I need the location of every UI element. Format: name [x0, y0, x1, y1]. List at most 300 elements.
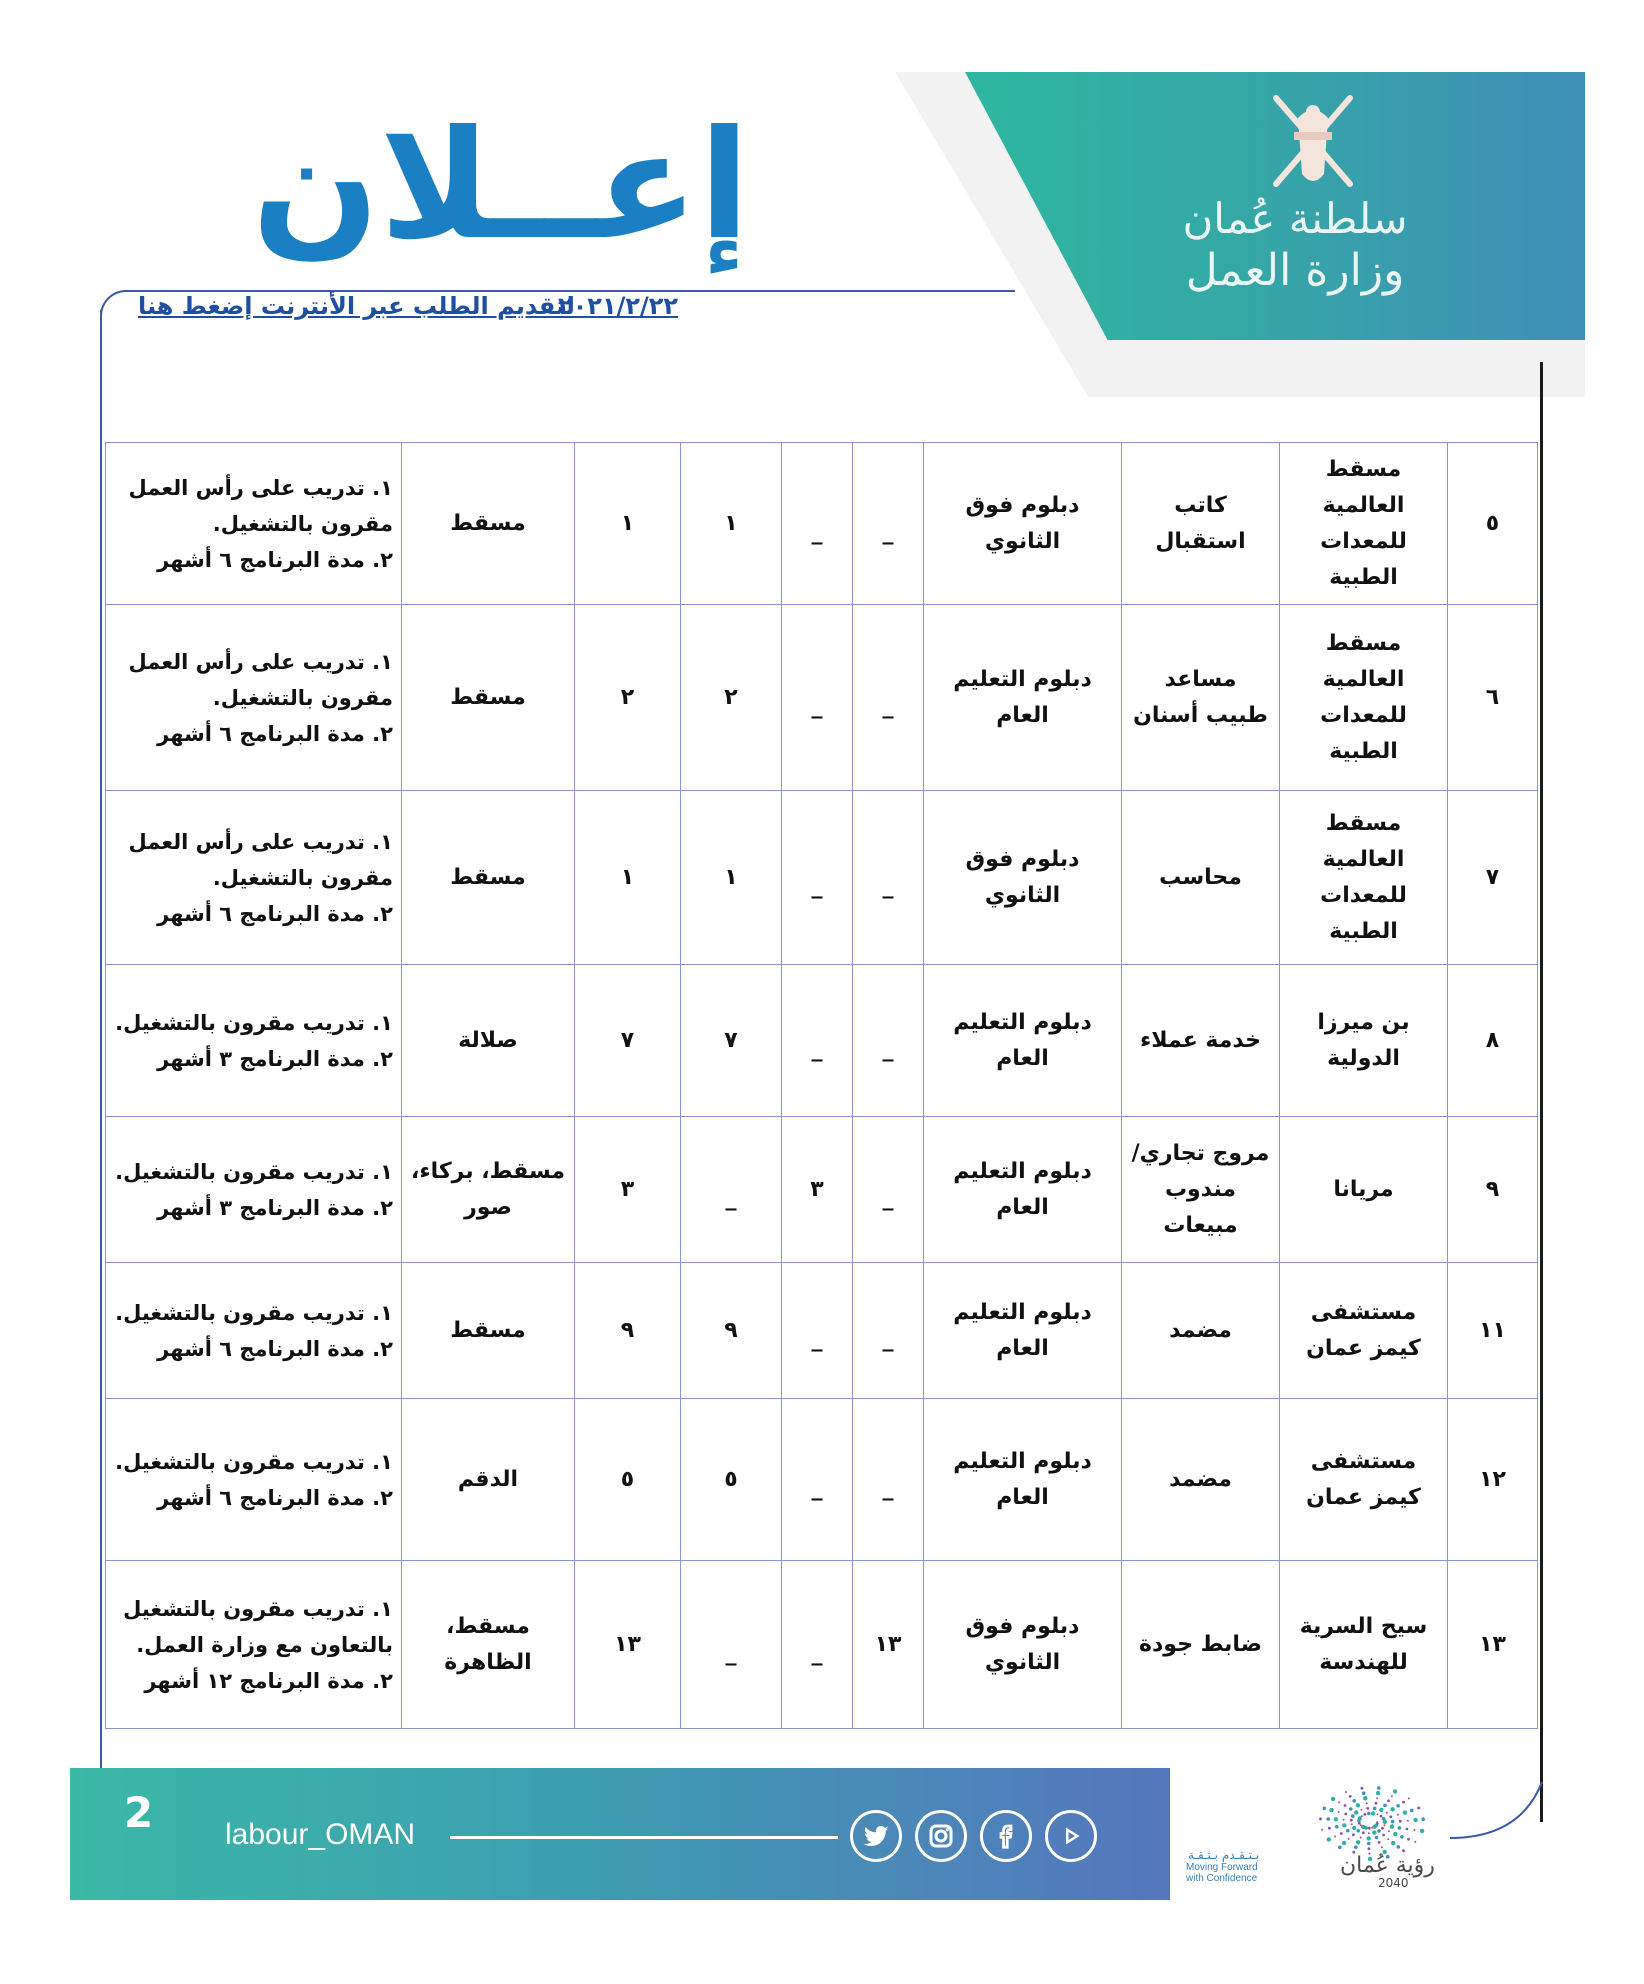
vision-year: 2040	[1378, 1876, 1409, 1890]
location-cell	[402, 443, 575, 605]
job-title-cell	[1122, 1263, 1280, 1399]
location-cell	[402, 791, 575, 965]
vision-dot	[1372, 1830, 1376, 1834]
note-line: ١. تدريب مقرون بالتشغيل.	[115, 1300, 393, 1325]
vision-dot	[1364, 1813, 1367, 1816]
vision-dot	[1335, 1825, 1339, 1829]
count-cell-text: ٥	[724, 1466, 738, 1492]
vision-dot	[1383, 1804, 1387, 1808]
row-number	[1448, 1263, 1538, 1399]
qualification-cell	[924, 965, 1122, 1117]
count-cell-text: _	[811, 873, 823, 899]
total-cell-text: ١	[620, 864, 635, 890]
table-row	[106, 1561, 1538, 1729]
count-cell-text: ١	[724, 864, 738, 890]
count-cell	[681, 1117, 782, 1263]
ministry-line1: سلطنة عُمان	[1182, 194, 1408, 243]
count-cell	[681, 1399, 782, 1561]
job-title-cell-text: ضابط جودة	[1139, 1631, 1262, 1657]
vision-dot	[1402, 1849, 1405, 1852]
vision-tagline-ar: بـتـقـدم بـثـقـة	[1188, 1848, 1260, 1862]
count-cell-text: _	[882, 1475, 894, 1501]
vision-dot	[1367, 1836, 1371, 1840]
total-cell-text: ١٣	[614, 1631, 641, 1657]
count-cell	[782, 605, 853, 791]
count-cell-text: _	[882, 693, 894, 719]
vision-dot	[1361, 1787, 1364, 1790]
row-number	[1448, 1399, 1538, 1561]
page-title: إعــلان	[251, 99, 750, 273]
jobs-table	[105, 442, 1538, 1729]
note-line: ٢. مدة البرنامج ٦ أشهر	[157, 547, 393, 572]
table-row	[106, 1263, 1538, 1399]
job-title-cell	[1122, 605, 1280, 791]
total-cell	[575, 605, 681, 791]
vision-dot	[1398, 1826, 1402, 1830]
announcement-date: ٢٠٢١/٢/٢٢	[558, 292, 679, 320]
job-title-cell-text: مضمد	[1169, 1466, 1232, 1492]
job-title-cell	[1122, 443, 1280, 605]
company-cell	[1280, 1561, 1448, 1729]
note-line: ١. تدريب على رأس العمل مقرون بالتشغيل.	[128, 649, 393, 710]
vision-dot	[1375, 1802, 1378, 1805]
vision-dot	[1413, 1818, 1417, 1822]
vision-dot	[1407, 1820, 1409, 1822]
vision-dot	[1334, 1836, 1336, 1838]
note-line: ١. تدريب على رأس العمل مقرون بالتشغيل.	[128, 475, 393, 536]
company-cell	[1280, 443, 1448, 605]
job-title-cell	[1122, 791, 1280, 965]
vision-dot	[1352, 1799, 1356, 1803]
social-handle: labour_OMAN	[225, 1818, 416, 1851]
notes-cell	[106, 605, 402, 791]
vision-dot	[1367, 1812, 1371, 1816]
total-cell-text: ٥	[620, 1466, 635, 1492]
vision-dot	[1399, 1820, 1402, 1823]
vision-dot	[1387, 1799, 1390, 1802]
vision-dot	[1377, 1829, 1381, 1833]
ministry-line2: وزارة العمل	[1185, 245, 1405, 296]
total-cell	[575, 791, 681, 965]
count-cell	[782, 965, 853, 1117]
row-number-text: ١٢	[1479, 1466, 1506, 1492]
company-cell	[1280, 1117, 1448, 1263]
vision-dot	[1379, 1808, 1383, 1812]
company-cell-text: مستشفى كيمز عمان	[1306, 1299, 1421, 1361]
page-number: 2	[124, 1788, 154, 1837]
qualification-cell-text: دبلوم التعليم العام	[953, 1158, 1092, 1220]
row-number-text: ٦	[1485, 684, 1500, 710]
count-cell	[782, 791, 853, 965]
count-cell	[853, 1399, 924, 1561]
note-line: ١. تدريب مقرون بالتشغيل.	[115, 1159, 393, 1184]
row-number-text: ٨	[1485, 1027, 1500, 1053]
vision-dot	[1386, 1812, 1388, 1814]
total-cell-text: ٢	[620, 684, 635, 710]
vision-dot	[1371, 1827, 1373, 1829]
vision-dot	[1342, 1823, 1346, 1827]
notes-cell	[106, 1561, 402, 1729]
location-cell	[402, 1399, 575, 1561]
count-cell-text: ١	[724, 510, 738, 536]
vision-dot	[1356, 1840, 1360, 1844]
vision-dot	[1352, 1826, 1356, 1830]
table-row	[106, 965, 1538, 1117]
row-number-text: ٩	[1485, 1176, 1500, 1202]
notes-cell	[106, 443, 402, 605]
vision-dot	[1389, 1815, 1392, 1818]
vision-dot	[1391, 1795, 1393, 1797]
vision-dot	[1414, 1841, 1416, 1843]
notes-cell	[106, 791, 402, 965]
company-cell	[1280, 1399, 1448, 1561]
table-row	[106, 1399, 1538, 1561]
company-cell	[1280, 605, 1448, 791]
vision-dot	[1340, 1832, 1343, 1835]
vision-dot	[1366, 1807, 1369, 1810]
total-cell-text: ٣	[620, 1176, 635, 1202]
count-cell-text: ٢	[724, 684, 738, 710]
company-cell	[1280, 791, 1448, 965]
vision-dot	[1381, 1846, 1383, 1848]
vision-dot	[1384, 1824, 1386, 1826]
vision-dot	[1376, 1791, 1380, 1795]
vision-dot	[1321, 1829, 1323, 1831]
note-line: ٢. مدة البرنامج ٣ أشهر	[157, 1195, 393, 1220]
count-cell	[782, 443, 853, 605]
oman-emblem-icon	[1258, 88, 1368, 200]
vision-dot	[1360, 1824, 1362, 1826]
frame-curve-bottom	[1450, 1780, 1545, 1840]
note-line: ١. تدريب مقرون بالتشغيل.	[115, 1010, 393, 1035]
vision-dot	[1356, 1829, 1360, 1833]
table-row	[106, 1117, 1538, 1263]
count-cell-text: _	[811, 1036, 823, 1062]
company-cell-text: مسقط العالمية للمعدات الطبية	[1320, 456, 1407, 590]
location-cell-text: صلالة	[458, 1027, 518, 1053]
vision-dot	[1403, 1810, 1407, 1814]
row-number	[1448, 965, 1538, 1117]
count-cell	[853, 1117, 924, 1263]
vision-dot	[1319, 1818, 1322, 1821]
count-cell-text: _	[882, 519, 894, 545]
vision-dot	[1344, 1813, 1347, 1816]
vision-dot	[1420, 1829, 1424, 1833]
vision-dot	[1391, 1820, 1395, 1824]
note-line: ٢. مدة البرنامج ٦ أشهر	[157, 721, 393, 746]
frame-line-left	[100, 310, 102, 1780]
job-title-cell-text: مروج تجاري/ مندوب مبيعات	[1131, 1140, 1270, 1238]
vision-dot	[1351, 1814, 1355, 1818]
count-cell	[782, 1263, 853, 1399]
job-title-cell	[1122, 1117, 1280, 1263]
count-cell	[782, 1399, 853, 1561]
row-number	[1448, 791, 1538, 965]
row-number	[1448, 605, 1538, 791]
location-cell-text: مسقط، الظاهرة	[444, 1613, 532, 1675]
count-cell	[853, 443, 924, 605]
vision-dot	[1344, 1804, 1347, 1807]
vision-dot	[1371, 1811, 1375, 1815]
total-cell	[575, 1399, 681, 1561]
total-cell-text: ٧	[620, 1027, 635, 1053]
frame-line-right	[1540, 362, 1543, 1822]
vision-dot	[1329, 1808, 1333, 1812]
vision-dot	[1375, 1836, 1379, 1840]
qualification-cell	[924, 1561, 1122, 1729]
vision-dot	[1351, 1823, 1353, 1825]
vision-dot	[1368, 1832, 1370, 1834]
vision-dot	[1421, 1817, 1425, 1821]
youtube-icon[interactable]	[1045, 1810, 1097, 1862]
job-title-cell-text: مساعد طبيب أسنان	[1133, 666, 1268, 728]
vision-dot	[1381, 1827, 1384, 1830]
qualification-cell-text: دبلوم فوق الثانوي	[965, 492, 1080, 554]
twitter-icon[interactable]	[850, 1810, 902, 1862]
vision-dot	[1391, 1841, 1395, 1845]
vision-dot	[1397, 1814, 1399, 1816]
qualification-cell-text: دبلوم التعليم العام	[953, 666, 1092, 728]
count-cell-text: _	[882, 873, 894, 899]
table-row	[106, 443, 1538, 605]
count-cell-text: _	[725, 1640, 737, 1666]
vision-dot	[1378, 1841, 1381, 1844]
total-cell	[575, 1561, 681, 1729]
company-cell-text: مسقط العالمية للمعدات الطبية	[1320, 810, 1407, 944]
vision-dot	[1362, 1831, 1365, 1834]
vision-dot	[1354, 1845, 1358, 1849]
vision-dot	[1417, 1807, 1420, 1810]
qualification-cell-text: دبلوم فوق الثانوي	[965, 846, 1080, 908]
count-cell-text: ٩	[724, 1317, 738, 1343]
vision-dot	[1397, 1845, 1401, 1849]
count-cell-text: ٣	[810, 1176, 824, 1202]
vision-dot	[1323, 1807, 1327, 1811]
qualification-cell	[924, 1399, 1122, 1561]
vision-dot	[1406, 1828, 1409, 1831]
note-line: ١. تدريب على رأس العمل مقرون بالتشغيل.	[128, 829, 393, 890]
row-number	[1448, 443, 1538, 605]
vision-dot	[1328, 1827, 1331, 1830]
vision-dot	[1382, 1834, 1385, 1837]
note-line: ٢. مدة البرنامج ١٢ أشهر	[144, 1668, 393, 1693]
count-cell-text: _	[811, 1640, 823, 1666]
vision-dot	[1373, 1807, 1377, 1811]
vision-tagline-en: Moving Forward with Confidence	[1186, 1862, 1258, 1884]
total-cell	[575, 965, 681, 1117]
count-cell	[681, 791, 782, 965]
vision-dot	[1390, 1824, 1394, 1828]
count-cell-text: _	[882, 1185, 894, 1211]
qualification-cell	[924, 1117, 1122, 1263]
vision-dot	[1338, 1811, 1340, 1813]
total-cell-text: ١	[620, 510, 635, 536]
location-cell	[402, 1263, 575, 1399]
location-cell-text: مسقط	[450, 684, 526, 710]
count-cell-text: _	[882, 1036, 894, 1062]
note-line: ١. تدريب مقرون بالتشغيل.	[115, 1449, 393, 1474]
job-title-cell-text: كاتب استقبال	[1155, 492, 1246, 554]
company-cell-text: مريانا	[1333, 1176, 1394, 1202]
note-line: ٢. مدة البرنامج ٦ أشهر	[157, 901, 393, 926]
qualification-cell-text: دبلوم التعليم العام	[953, 1009, 1092, 1071]
qualification-cell	[924, 605, 1122, 791]
vision-dot	[1338, 1801, 1340, 1803]
vision-dot	[1331, 1797, 1335, 1801]
vision-dot	[1350, 1819, 1353, 1822]
location-cell-text: الدقم	[457, 1466, 519, 1492]
location-cell	[402, 605, 575, 791]
vision-dot	[1348, 1838, 1350, 1840]
vision-dot	[1326, 1817, 1330, 1821]
vision-dot	[1334, 1817, 1338, 1821]
handle-divider	[450, 1836, 838, 1839]
location-cell-text: مسقط	[450, 1317, 526, 1343]
vision-dot	[1360, 1837, 1362, 1839]
table-row	[106, 791, 1538, 965]
row-number-text: ١١	[1479, 1317, 1506, 1343]
company-cell-text: بن ميرزا الدولية	[1317, 1009, 1410, 1071]
count-cell	[853, 791, 924, 965]
vision-dot	[1346, 1829, 1350, 1833]
vision-dot	[1400, 1835, 1404, 1839]
qualification-cell-text: دبلوم فوق الثانوي	[965, 1613, 1080, 1675]
notes-cell	[106, 1263, 402, 1399]
vision-dot	[1349, 1795, 1352, 1798]
vision-dot	[1383, 1820, 1387, 1824]
vision-dot	[1354, 1810, 1358, 1814]
vision-dot	[1376, 1813, 1378, 1815]
vision-dot	[1361, 1809, 1363, 1811]
company-cell-text: مستشفى كيمز عمان	[1306, 1448, 1421, 1510]
count-cell-text: _	[811, 693, 823, 719]
vision-dot	[1362, 1791, 1366, 1795]
job-title-cell	[1122, 1399, 1280, 1561]
count-cell	[681, 1263, 782, 1399]
row-number-text: ١٣	[1479, 1631, 1506, 1657]
vision-dot	[1377, 1786, 1381, 1790]
total-cell	[575, 1117, 681, 1263]
count-cell	[782, 1117, 853, 1263]
job-title-cell-text: محاسب	[1159, 864, 1242, 890]
location-cell-text: مسقط	[450, 864, 526, 890]
vision-dot	[1372, 1825, 1376, 1829]
count-cell	[853, 1263, 924, 1399]
vision-title: رؤية عُمان	[1340, 1853, 1435, 1878]
total-cell-text: ٩	[620, 1317, 635, 1343]
location-cell	[402, 1561, 575, 1729]
count-cell	[782, 1561, 853, 1729]
company-cell-text: سيح السرية للهندسة	[1299, 1613, 1428, 1675]
vision-dot	[1410, 1809, 1414, 1813]
notes-cell	[106, 1117, 402, 1263]
vision-dot	[1343, 1819, 1345, 1821]
count-cell-text: _	[882, 1326, 894, 1352]
vision-dot	[1407, 1838, 1410, 1841]
vision-dot	[1366, 1802, 1368, 1804]
vision-dot	[1380, 1815, 1383, 1818]
vision-dot	[1342, 1841, 1346, 1845]
count-cell	[681, 965, 782, 1117]
vision-dot	[1376, 1797, 1378, 1799]
vision-dot	[1408, 1797, 1410, 1799]
count-cell	[853, 965, 924, 1117]
vision-dot	[1349, 1807, 1353, 1811]
vision-dot	[1345, 1791, 1347, 1793]
qualification-cell-text: دبلوم التعليم العام	[953, 1299, 1092, 1361]
count-cell-text: _	[811, 1326, 823, 1352]
total-cell	[575, 1263, 681, 1399]
notes-cell	[106, 965, 402, 1117]
note-line: ١. تدريب مقرون بالتشغيل بالتعاون مع وزارة العمل.	[123, 1596, 393, 1657]
count-cell	[681, 605, 782, 791]
vision-dot	[1367, 1842, 1371, 1846]
vision-dot	[1368, 1847, 1371, 1850]
table-row	[106, 605, 1538, 791]
facebook-icon[interactable]	[980, 1810, 1032, 1862]
apply-online-link[interactable]: لتقديم الطلب عبر الأنترنت إضغط هنا	[138, 292, 575, 320]
count-cell	[853, 605, 924, 791]
job-title-cell-text: مضمد	[1169, 1317, 1232, 1343]
job-title-cell	[1122, 1561, 1280, 1729]
vision-dot	[1393, 1789, 1397, 1793]
location-cell	[402, 1117, 575, 1263]
row-number-text: ٧	[1485, 864, 1500, 890]
row-number	[1448, 1561, 1538, 1729]
total-cell	[575, 443, 681, 605]
row-number	[1448, 1117, 1538, 1263]
vision-dot	[1388, 1830, 1390, 1832]
note-line: ٢. مدة البرنامج ٣ أشهر	[157, 1046, 393, 1071]
count-cell	[681, 443, 782, 605]
count-cell-text: ٧	[724, 1027, 738, 1053]
count-cell-text: _	[811, 1475, 823, 1501]
vision-dot	[1387, 1838, 1389, 1840]
count-cell	[853, 1561, 924, 1729]
vision-dot	[1402, 1801, 1405, 1804]
company-cell	[1280, 1263, 1448, 1399]
frame-corner	[100, 290, 132, 322]
instagram-icon[interactable]	[915, 1810, 967, 1862]
qualification-cell	[924, 791, 1122, 965]
job-title-cell-text: خدمة عملاء	[1140, 1027, 1261, 1053]
vision-dot	[1390, 1807, 1394, 1811]
qualification-cell	[924, 1263, 1122, 1399]
vision-dot	[1393, 1832, 1397, 1836]
notes-cell	[106, 1399, 402, 1561]
vision-dot	[1396, 1804, 1400, 1808]
count-cell-text: ١٣	[874, 1631, 902, 1657]
count-cell	[681, 1561, 782, 1729]
qualification-cell-text: دبلوم التعليم العام	[953, 1448, 1092, 1510]
ministry-logo-text	[1175, 195, 1415, 299]
vision-dot	[1368, 1827, 1371, 1830]
company-cell	[1280, 965, 1448, 1117]
count-cell-text: _	[811, 519, 823, 545]
company-cell-text: مسقط العالمية للمعدات الطبية	[1320, 630, 1407, 764]
location-cell	[402, 965, 575, 1117]
qualification-cell	[924, 443, 1122, 605]
location-cell-text: مسقط	[450, 510, 526, 536]
vision-dot	[1361, 1815, 1363, 1817]
count-cell-text: _	[725, 1185, 737, 1211]
note-line: ٢. مدة البرنامج ٦ أشهر	[157, 1336, 393, 1361]
row-number-text: ٥	[1485, 510, 1500, 536]
location-cell-text: مسقط، بركاء، صور	[410, 1158, 566, 1220]
vision-dot	[1352, 1833, 1355, 1836]
job-title-cell	[1122, 965, 1280, 1117]
note-line: ٢. مدة البرنامج ٦ أشهر	[157, 1485, 393, 1510]
